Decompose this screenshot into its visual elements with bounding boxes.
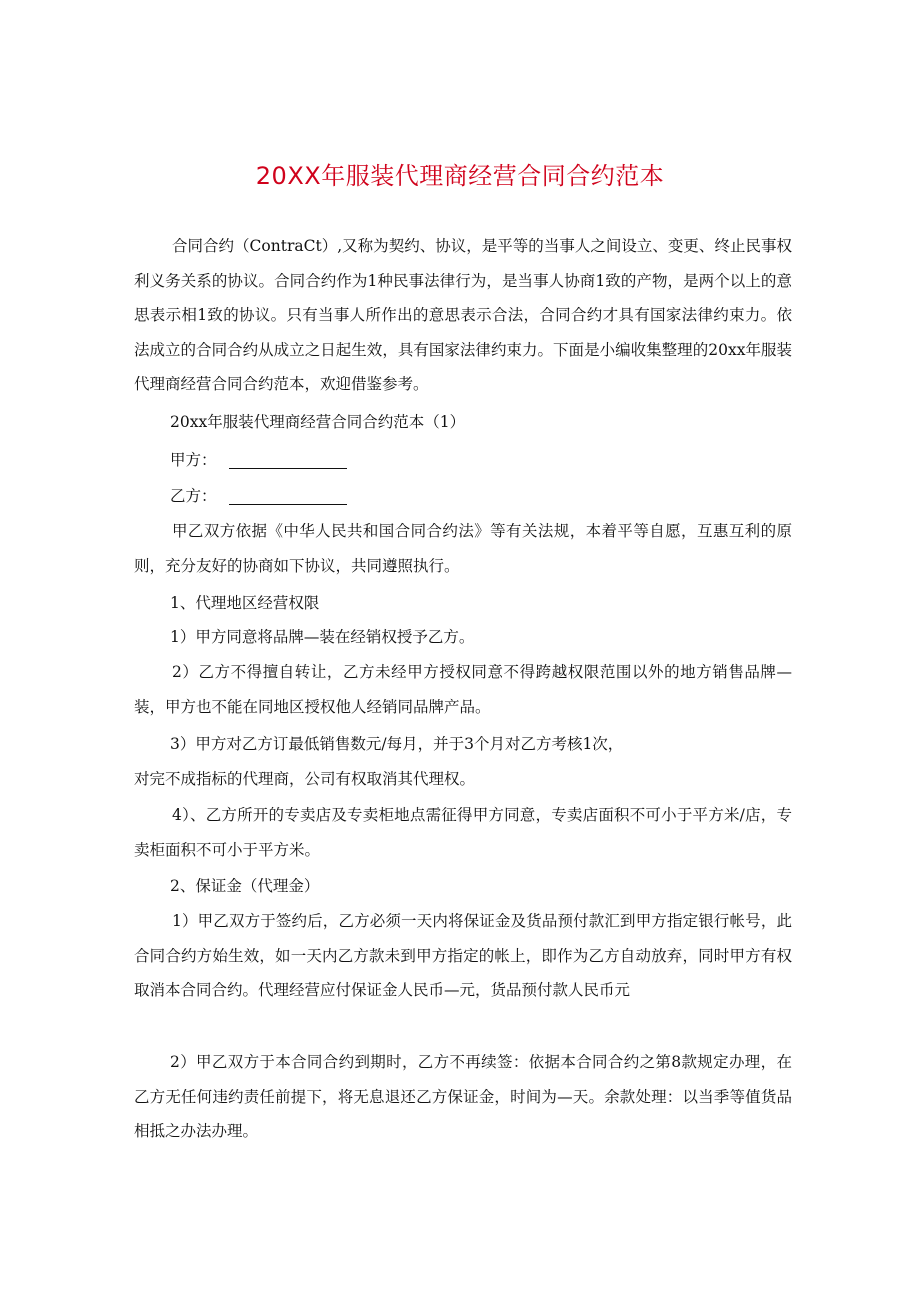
preamble-paragraph: 甲乙双方依据《中华人民共和国合同合约法》等有关法规，本着平等自愿，互惠互利的原则，充分友好的协商如下协议，共同遵照执行。 <box>134 522 792 575</box>
party-a-blank <box>229 454 347 469</box>
intro-paragraph: 合同合约（ContraCt）,又称为契约、协议，是平等的当事人之间设立、变更、终止民事权利义务关系的协议。合同合约作为1种民事法律行为，是当事人协商1致的产物，是两个以上的意思表示相1致的协议。只有当事人所作出的意思表示合法，合同合约才具有国家法律约束力。依法成立的合同合约从成立之日起生效，具有国家法律约束力。下面是小编收集整理的20xx年服装代理商经营合同合约范本，欢迎借鉴参考。 <box>134 237 792 393</box>
document-title: 20XX年服装代理商经营合同合约范本 <box>255 162 665 190</box>
section-2-item-2: 2）甲乙双方于本合同合约到期时，乙方不再续签：依据本合同合约之第8款规定办理，在乙方无任何违约责任前提下，将无息退还乙方保证金，时间为—天。余款处理：以当季等值货品相抵之办法办理。 <box>134 1053 792 1140</box>
section-2-item-1: 1）甲乙双方于签约后，乙方必须一天内将保证金及货品预付款汇到甲方指定银行帐号，此合同合约方始生效，如一天内乙方款未到甲方指定的帐上，即作为乙方自动放弃，同时甲方有权取消本合同合约。代理经营应付保证金人民币—元，货品预付款人民币元 <box>134 912 792 999</box>
party-b-label: 乙方： <box>170 487 217 505</box>
section-1-item-2: 2）乙方不得擅自转让，乙方未经甲方授权同意不得跨越权限范围以外的地方销售品牌—装，甲方也不能在同地区授权他人经销同品牌产品。 <box>134 663 792 716</box>
section-1-heading: 1、代理地区经营权限 <box>170 594 320 612</box>
party-b-blank <box>229 490 347 505</box>
subtitle: 20xx年服装代理商经营合同合约范本（1） <box>170 413 466 431</box>
party-a-label: 甲方： <box>170 451 217 469</box>
section-1-item-4: 4）、乙方所开的专卖店及专卖柜地点需征得甲方同意，专卖店面积不可小于平方米/店，专卖柜面积不可小于平方米。 <box>134 806 792 859</box>
party-b-line <box>170 479 347 513</box>
section-1-item-3a: 3）甲方对乙方订最低销售数元/每月，并于3个月对乙方考核1次， <box>170 735 624 753</box>
section-2-heading: 2、保证金（代理金） <box>170 877 320 895</box>
section-1-item-1: 1）甲方同意将品牌—装在经销权授予乙方。 <box>170 628 475 646</box>
party-a-line <box>170 443 347 477</box>
section-1-item-3b: 对完不成指标的代理商，公司有权取消其代理权。 <box>134 770 476 788</box>
